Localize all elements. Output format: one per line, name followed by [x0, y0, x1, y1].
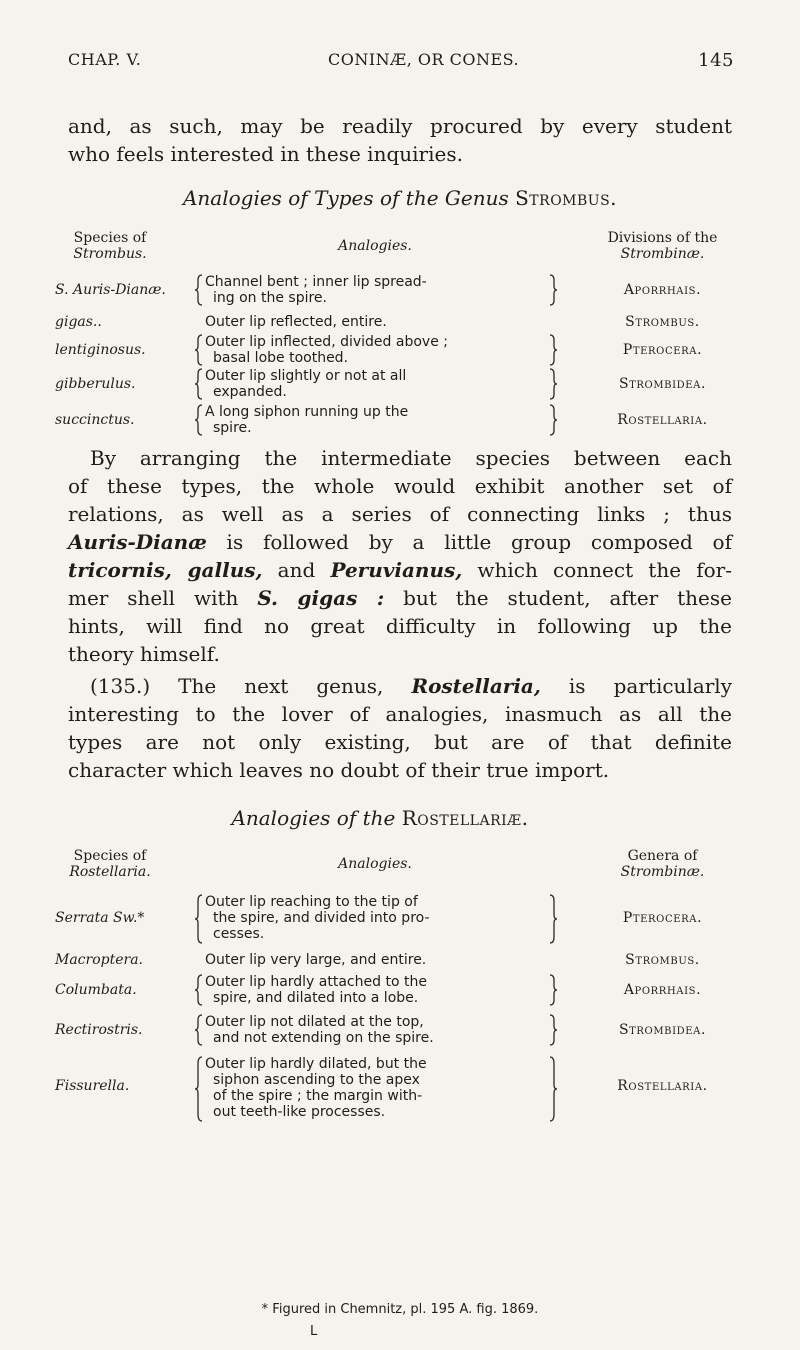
- analogy-line: Outer lip not dilated at the top,: [205, 1014, 424, 1030]
- species-ref: tricornis, gallus,: [68, 558, 263, 582]
- division-name: Strombidea.: [618, 1022, 707, 1038]
- analogy-line: ing on the spire.: [213, 290, 327, 306]
- running-head: [68, 50, 734, 74]
- analogy-line: Outer lip hardly dilated, but the: [205, 1056, 427, 1072]
- analogy-line: Outer lip reaching to the tip of: [205, 894, 418, 910]
- division-name: Pterocera.: [622, 342, 703, 358]
- table-row: [55, 894, 750, 944]
- table2-title-text: Analogies of the: [231, 806, 402, 830]
- analogy-line: expanded.: [213, 384, 287, 400]
- analogy-text: [205, 368, 545, 400]
- division-name: Pterocera.: [622, 910, 703, 926]
- table2-header-species: [55, 848, 165, 880]
- table1-title-text: Analogies of Types of the Genus: [182, 186, 516, 210]
- table1-header-analogies: Analogies.: [338, 238, 412, 254]
- text-line: By arranging the intermediate species between each: [90, 446, 732, 470]
- analogy-line: Outer lip reflected, entire.: [205, 314, 387, 330]
- signature-mark: L: [310, 1324, 318, 1339]
- analogy-line: the spire, and divided into pro-: [213, 910, 430, 926]
- division-name: Strombidea.: [618, 376, 707, 392]
- header-line: Strombinæ.: [620, 864, 705, 880]
- text-line: [68, 584, 732, 612]
- analogy-line: of the spire ; the margin with-: [213, 1088, 423, 1104]
- left-brace: [195, 274, 203, 306]
- analogy-line: Outer lip inflected, divided above ;: [205, 334, 448, 350]
- right-brace: [549, 334, 557, 366]
- table-row: [55, 1014, 750, 1048]
- analogy-text: [205, 334, 545, 366]
- text-line: [68, 672, 732, 700]
- analogy-line: cesses.: [213, 926, 265, 942]
- text-run: (135.) The next genus,: [90, 674, 412, 698]
- species-name: Columbata.: [55, 982, 137, 998]
- analogy-line: siphon ascending to the apex: [213, 1072, 420, 1088]
- species-ref: Auris-Dianæ: [68, 530, 207, 554]
- analogy-line: Channel bent ; inner lip spread-: [205, 274, 427, 290]
- table1-title: [0, 186, 800, 210]
- right-brace: [549, 894, 557, 944]
- analogy-line: out teeth-like processes.: [213, 1104, 386, 1120]
- header-line: Species of: [73, 848, 147, 864]
- division-name: Aporrhais.: [623, 982, 702, 998]
- header-line: Genera of: [627, 848, 698, 864]
- table-row: [55, 274, 750, 306]
- left-brace: [195, 404, 203, 436]
- species-name: Fissurella.: [55, 1078, 130, 1094]
- text-run: is particularly: [540, 674, 732, 698]
- division-name: Rostellaria.: [617, 412, 708, 428]
- analogy-text: [205, 1014, 545, 1046]
- text-line: hints, will find no great difficulty in following up the: [68, 614, 732, 638]
- analogy-line: spire.: [213, 420, 252, 436]
- genus-ref: Rostellaria,: [411, 674, 541, 698]
- text-run: is followed by a little group composed of: [206, 530, 732, 554]
- species-name: gigas..: [55, 314, 102, 330]
- text-run: mer shell with: [68, 586, 258, 610]
- text-run: and: [262, 558, 331, 582]
- intro-paragraph: [68, 112, 732, 168]
- header-line: Divisions of the: [607, 230, 718, 246]
- header-line: Rostellaria.: [69, 864, 151, 880]
- table2: [55, 848, 750, 1268]
- species-name: S. Auris-Dianæ.: [55, 282, 166, 298]
- right-brace: [549, 368, 557, 400]
- text-line: interesting to the lover of analogies, inasmuch as all the: [68, 702, 732, 726]
- text-line: theory himself.: [68, 642, 220, 666]
- table1-title-genus: Strombus.: [515, 186, 618, 210]
- analogy-line: Outer lip very large, and entire.: [205, 952, 427, 968]
- analogy-text: [205, 894, 545, 942]
- analogy-line: Outer lip hardly attached to the: [205, 974, 427, 990]
- division-name: Rostellaria.: [617, 1078, 708, 1094]
- analogy-text: [205, 404, 545, 436]
- left-brace: [195, 334, 203, 366]
- text-line: of these types, the whole would exhibit another set of: [68, 474, 732, 498]
- species-ref: S. gigas :: [257, 586, 385, 610]
- analogy-line: spire, and dilated into a lobe.: [213, 990, 419, 1006]
- text-run: which connect the for-: [462, 558, 732, 582]
- text-line: who feels interested in these inquiries.: [68, 142, 463, 166]
- chapter-label: CHAP. V.: [68, 50, 142, 69]
- table-row: [55, 1056, 750, 1122]
- left-brace: [195, 1014, 203, 1046]
- table2-header-analogies: Analogies.: [338, 856, 412, 872]
- right-brace: [549, 974, 557, 1006]
- analogy-text: [205, 1056, 545, 1120]
- division-name: Strombus.: [625, 952, 700, 968]
- table1-header-divisions: [575, 230, 750, 262]
- body-paragraph-1: [68, 444, 732, 668]
- analogy-line: and not extending on the spire.: [213, 1030, 434, 1046]
- species-name: Serrata Sw.*: [55, 910, 145, 926]
- table-row: [55, 334, 750, 366]
- table-row: [55, 314, 750, 332]
- analogy-line: Outer lip slightly or not at all: [205, 368, 407, 384]
- header-line: Strombinæ.: [620, 246, 705, 262]
- species-name: succinctus.: [55, 412, 135, 428]
- analogy-line: A long siphon running up the: [205, 404, 409, 420]
- right-brace: [549, 274, 557, 306]
- division-name: Strombus.: [625, 314, 700, 330]
- left-brace: [195, 368, 203, 400]
- text-line: character which leaves no doubt of their true import.: [68, 758, 610, 782]
- page-number: 145: [698, 50, 734, 71]
- species-name: gibberulus.: [55, 376, 136, 392]
- analogy-text: [205, 952, 545, 968]
- text-line: relations, as well as a series of connecting links ; thus: [68, 502, 732, 526]
- right-brace: [549, 404, 557, 436]
- analogy-text: [205, 974, 545, 1006]
- running-title: CONINÆ, OR CONES.: [328, 50, 520, 69]
- text-line: [68, 556, 732, 584]
- left-brace: [195, 974, 203, 1006]
- left-brace: [195, 1056, 203, 1122]
- table2-title: [0, 806, 780, 830]
- analogy-text: [205, 314, 545, 330]
- analogy-line: basal lobe toothed.: [213, 350, 349, 366]
- table1: [55, 230, 750, 436]
- table-row: [55, 974, 750, 1008]
- text-line: types are not only existing, but are of that definite: [68, 730, 732, 754]
- species-ref: Peruvianus,: [330, 558, 463, 582]
- header-line: Strombus.: [73, 246, 147, 262]
- table1-header-species: [55, 230, 165, 262]
- right-brace: [549, 1014, 557, 1046]
- text-line: [68, 528, 732, 556]
- table-row: [55, 404, 750, 436]
- species-name: Macroptera.: [55, 952, 144, 968]
- table2-title-genus: Rostellariæ.: [401, 806, 529, 830]
- header-line: Species of: [73, 230, 147, 246]
- table-row: [55, 368, 750, 400]
- left-brace: [195, 894, 203, 944]
- division-name: Aporrhais.: [623, 282, 702, 298]
- species-name: Rectirostris.: [55, 1022, 143, 1038]
- analogy-text: [205, 274, 545, 306]
- footnote: * Figured in Chemnitz, pl. 195 A. fig. 1869.: [261, 1302, 539, 1317]
- species-name: lentiginosus.: [55, 342, 146, 358]
- table-row: [55, 952, 750, 970]
- table2-header-divisions: [575, 848, 750, 880]
- text-line: and, as such, may be readily procured by every student: [68, 114, 732, 138]
- right-brace: [549, 1056, 557, 1122]
- body-paragraph-2: [68, 672, 732, 784]
- text-run: but the student, after these: [384, 586, 732, 610]
